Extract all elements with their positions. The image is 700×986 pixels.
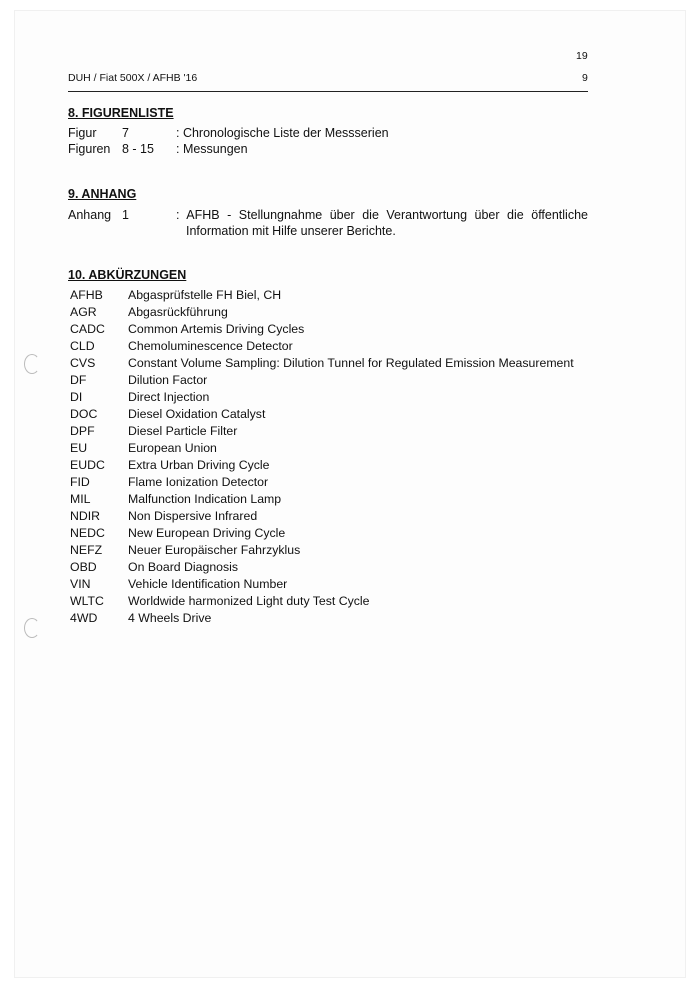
abbreviation: AFHB: [70, 288, 103, 302]
abbreviation: VIN: [70, 577, 91, 591]
abbreviation: DI: [70, 390, 83, 404]
abbreviation-meaning: Chemoluminescence Detector: [128, 339, 293, 353]
abbreviation: DOC: [70, 407, 98, 421]
abbreviation: 4WD: [70, 611, 98, 625]
abbreviation: AGR: [70, 305, 97, 319]
section-heading-anhang: 9. ANHANG: [68, 187, 137, 201]
document-title: DUH / Fiat 500X / AFHB '16: [68, 72, 198, 84]
abbreviation-meaning: Extra Urban Driving Cycle: [128, 458, 270, 472]
abbreviation: CLD: [70, 339, 95, 353]
abbreviation: WLTC: [70, 594, 104, 608]
abbreviation: EU: [70, 441, 88, 455]
abbreviation-meaning: On Board Diagnosis: [128, 560, 239, 574]
section-heading-figurenliste: 8. FIGURENLISTE: [68, 106, 174, 120]
abbreviation-meaning: Constant Volume Sampling: Dilution Tunnel for Regulated Emission Measurement: [128, 356, 574, 370]
page-number: 9: [582, 72, 588, 84]
figure-row-number: 7: [122, 126, 129, 140]
abbreviation: MIL: [70, 492, 91, 506]
appendix-text-line1: : AFHB - Stellungnahme über die Verantwortung über die öffentliche: [176, 208, 588, 222]
appendix-number: 1: [122, 208, 129, 222]
section-heading-abkuerzungen: 10. ABKÜRZUNGEN: [68, 268, 187, 282]
figure-row-label: Figur: [68, 126, 97, 140]
abbreviation-meaning: 4 Wheels Drive: [128, 611, 212, 625]
abbreviation: NEFZ: [70, 543, 103, 557]
abbreviation-meaning: Dilution Factor: [128, 373, 208, 387]
punch-hole-upper: [24, 354, 40, 374]
abbreviation-meaning: Neuer Europäischer Fahrzyklus: [128, 543, 301, 557]
abbreviation: CVS: [70, 356, 96, 370]
abbreviation-meaning: Malfunction Indication Lamp: [128, 492, 282, 506]
punch-hole-lower: [24, 618, 40, 638]
abbreviation-meaning: Flame Ionization Detector: [128, 475, 269, 489]
abbreviation-meaning: Common Artemis Driving Cycles: [128, 322, 305, 336]
abbreviation-meaning: European Union: [128, 441, 217, 455]
figure-row-number: 8 - 15: [122, 142, 154, 156]
abbreviation: NEDC: [70, 526, 105, 540]
abbreviation-meaning: New European Driving Cycle: [128, 526, 286, 540]
abbreviation-meaning: Diesel Oxidation Catalyst: [128, 407, 266, 421]
figure-row-text: : Messungen: [176, 142, 248, 156]
abbreviation-meaning: Direct Injection: [128, 390, 210, 404]
abbreviation-meaning: Abgasprüfstelle FH Biel, CH: [128, 288, 282, 302]
figure-row-label: Figuren: [68, 142, 111, 156]
page-total: 19: [576, 50, 588, 62]
abbreviation-meaning: Diesel Particle Filter: [128, 424, 238, 438]
appendix-label: Anhang: [68, 208, 112, 222]
appendix-text-line2: Information mit Hilfe unserer Berichte.: [186, 224, 396, 238]
abbreviation: CADC: [70, 322, 105, 336]
abbreviation-meaning: Non Dispersive Infrared: [128, 509, 258, 523]
document-page: [14, 10, 686, 978]
abbreviation: OBD: [70, 560, 97, 574]
abbreviation-meaning: Abgasrückführung: [128, 305, 228, 319]
abbreviation: DF: [70, 373, 87, 387]
abbreviation-meaning: Vehicle Identification Number: [128, 577, 288, 591]
abbreviation: NDIR: [70, 509, 101, 523]
header-rule: [68, 91, 588, 92]
abbreviation: DPF: [70, 424, 95, 438]
abbreviation: FID: [70, 475, 90, 489]
abbreviation-meaning: Worldwide harmonized Light duty Test Cycle: [128, 594, 370, 608]
abbreviation: EUDC: [70, 458, 105, 472]
figure-row-text: : Chronologische Liste der Messserien: [176, 126, 389, 140]
